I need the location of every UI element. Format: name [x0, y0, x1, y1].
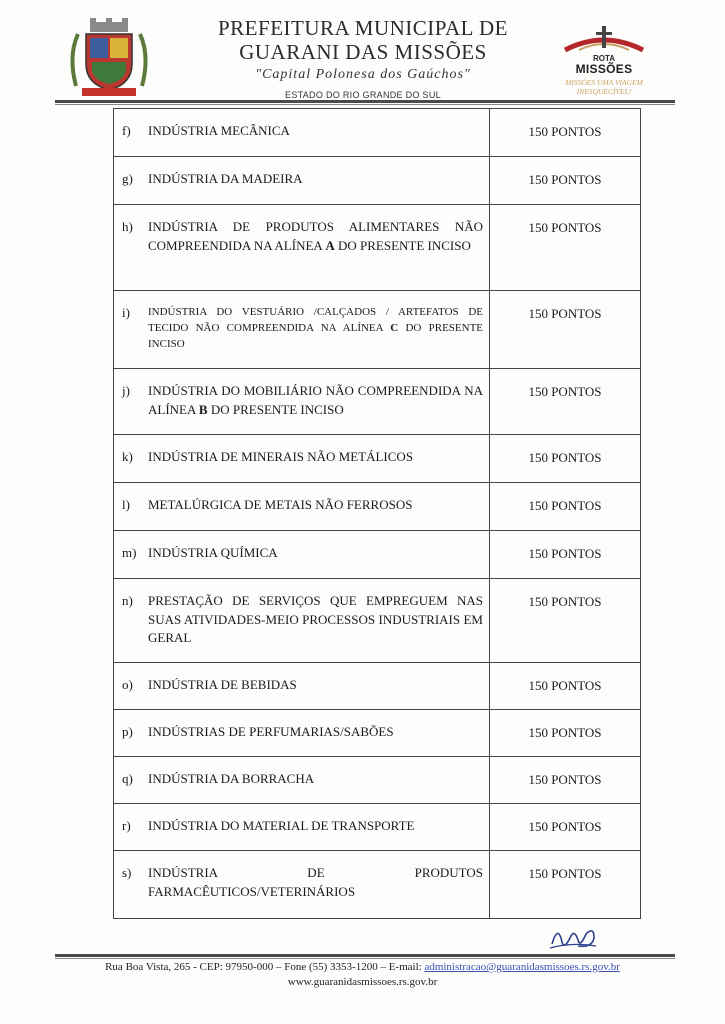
footer-rule-thin: [55, 958, 675, 959]
item-letter: l): [122, 497, 130, 512]
item-points: 150 PONTOS: [528, 546, 602, 561]
item-description-cell: [114, 710, 490, 757]
item-points: 150 PONTOS: [528, 306, 602, 321]
industry-points-table: [113, 108, 641, 919]
state-name: ESTADO DO RIO GRANDE DO SUL: [285, 90, 441, 100]
municipality-motto: "Capital Polonesa dos Gaúchos": [255, 67, 471, 82]
item-points: 150 PONTOS: [528, 220, 602, 235]
rota-label: ROTA: [592, 54, 616, 63]
item-letter: o): [122, 677, 133, 692]
item-text-part: INDÚSTRIA DO MOBILIÁRIO NÃO COMPREENDIDA NA ALÍNEA: [148, 383, 483, 417]
item-text: [148, 218, 483, 255]
table-row: [114, 579, 641, 663]
item-text: [148, 382, 483, 419]
item-letter: p): [122, 724, 133, 739]
table-row: [114, 435, 641, 483]
item-letter: m): [122, 545, 137, 560]
item-text: PRESTAÇÃO DE SERVIÇOS QUE EMPREGUEM NAS SUAS ATIVIDADES-MEIO PROCESSOS INDUSTRIAIS EM GERAL: [148, 593, 483, 645]
item-points-cell: [490, 369, 641, 435]
item-points-cell: [490, 205, 641, 291]
table-row: [114, 109, 641, 157]
item-description-cell: [114, 109, 490, 157]
municipal-coat-of-arms-icon: [66, 16, 152, 102]
item-description-cell: [114, 291, 490, 369]
item-description-cell: [114, 663, 490, 710]
item-text: INDÚSTRIA MECÂNICA: [148, 123, 290, 138]
item-letter: g): [122, 171, 133, 186]
item-description-cell: [114, 757, 490, 804]
item-points-cell: [490, 663, 641, 710]
item-text-bold: C: [390, 322, 399, 334]
item-text: INDÚSTRIA DE PRODUTOS FARMACÊUTICOS/VETERINÁRIOS: [148, 865, 483, 899]
item-letter: r): [122, 818, 131, 833]
item-text-part: DO PRESENTE INCISO: [148, 322, 484, 350]
footer-website[interactable]: www.guaranidasmissoes.rs.gov.br: [287, 976, 438, 988]
item-letter: k): [122, 449, 133, 464]
item-text-part: DO PRESENTE INCISO: [207, 401, 344, 417]
item-text-bold: B: [198, 401, 208, 417]
table-row: [114, 804, 641, 851]
item-letter: h): [122, 219, 133, 234]
missions-cross-icon: [545, 24, 663, 54]
item-description-cell: [114, 579, 490, 663]
rota-missoes-logo: [545, 24, 663, 96]
item-description-cell: [114, 205, 490, 291]
item-letter: s): [122, 865, 132, 880]
item-points: 150 PONTOS: [528, 498, 602, 513]
footer-email-link[interactable]: administracao@guaranidasmissoes.rs.gov.br: [424, 961, 620, 973]
table-row: [114, 531, 641, 579]
item-text: INDÚSTRIA DO MATERIAL DE TRANSPORTE: [148, 818, 415, 833]
rota-slogan-line2: INESQUECÍVEL!: [576, 87, 632, 96]
footer-contact: [40, 960, 685, 990]
item-description-cell: [114, 369, 490, 435]
item-letter: j): [122, 383, 130, 398]
item-text: INDÚSTRIA QUÍMICA: [148, 545, 278, 560]
table-row: [114, 291, 641, 369]
table-row: [114, 710, 641, 757]
item-points-cell: [490, 291, 641, 369]
item-points: 150 PONTOS: [528, 384, 602, 399]
item-description-cell: [114, 435, 490, 483]
item-text-part: INDÚSTRIA DE PRODUTOS ALIMENTARES NÃO COMPREENDIDA NA ALÍNEA: [148, 219, 483, 253]
header-rule-thin: [55, 104, 675, 105]
municipality-title-line1: PREFEITURA MUNICIPAL DE: [218, 16, 508, 40]
item-letter: f): [122, 123, 131, 138]
item-description-cell: [114, 483, 490, 531]
item-letter: n): [122, 593, 133, 608]
item-points: 150 PONTOS: [528, 725, 602, 740]
table-row: [114, 157, 641, 205]
item-text-part: DO PRESENTE INCISO: [334, 237, 471, 253]
handwritten-initials-signature: [548, 920, 598, 954]
item-text: INDÚSTRIA DA BORRACHA: [148, 771, 315, 786]
item-description-cell: [114, 157, 490, 205]
item-text: INDÚSTRIAS DE PERFUMARIAS/SABÕES: [148, 724, 394, 739]
item-text-part: INDÚSTRIA DO VESTUÁRIO /CALÇADOS / ARTEFATOS DE TECIDO NÃO COMPREENDIDA NA ALÍNEA: [148, 306, 483, 334]
item-points-cell: [490, 710, 641, 757]
footer-rule: [55, 954, 675, 957]
item-points-cell: [490, 109, 641, 157]
item-points: 150 PONTOS: [528, 772, 602, 787]
item-text: INDÚSTRIA DA MADEIRA: [148, 171, 303, 186]
item-points: 150 PONTOS: [528, 866, 602, 881]
table-row: [114, 483, 641, 531]
letterhead: [150, 16, 576, 100]
table-row: [114, 663, 641, 710]
item-points: 150 PONTOS: [528, 450, 602, 465]
item-points: 150 PONTOS: [528, 172, 602, 187]
item-points: 150 PONTOS: [528, 678, 602, 693]
item-points-cell: [490, 757, 641, 804]
item-points-cell: [490, 851, 641, 919]
footer-address: Rua Boa Vista, 265 - CEP: 97950-000 – Fone (55) 3353-1200 – E-mail:: [105, 961, 425, 973]
table-row: [114, 757, 641, 804]
header-rule: [55, 100, 675, 103]
item-text: INDÚSTRIA DE MINERAIS NÃO METÁLICOS: [148, 449, 414, 464]
item-text: INDÚSTRIA DE BEBIDAS: [148, 677, 297, 692]
item-points: 150 PONTOS: [528, 819, 602, 834]
table-row: [114, 851, 641, 919]
item-points: 150 PONTOS: [528, 124, 602, 139]
item-points-cell: [490, 804, 641, 851]
item-points-cell: [490, 531, 641, 579]
item-description-cell: [114, 804, 490, 851]
item-letter: i): [122, 305, 130, 320]
item-description-cell: [114, 851, 490, 919]
item-text: [148, 304, 483, 352]
item-points-cell: [490, 157, 641, 205]
item-letter: q): [122, 771, 133, 786]
municipality-title-line2: GUARANI DAS MISSÕES: [239, 40, 487, 64]
table-row: [114, 205, 641, 291]
rota-slogan-line1: MISSÕES UMA VIAGEM: [565, 78, 643, 87]
item-text: METALÚRGICA DE METAIS NÃO FERROSOS: [148, 497, 413, 512]
item-points: 150 PONTOS: [528, 594, 602, 609]
missoes-label: MISSÕES: [575, 62, 633, 76]
item-points-cell: [490, 435, 641, 483]
item-points-cell: [490, 579, 641, 663]
item-description-cell: [114, 531, 490, 579]
table-row: [114, 369, 641, 435]
footer-address-line: [40, 960, 685, 975]
item-text-bold: A: [325, 237, 335, 253]
item-points-cell: [490, 483, 641, 531]
